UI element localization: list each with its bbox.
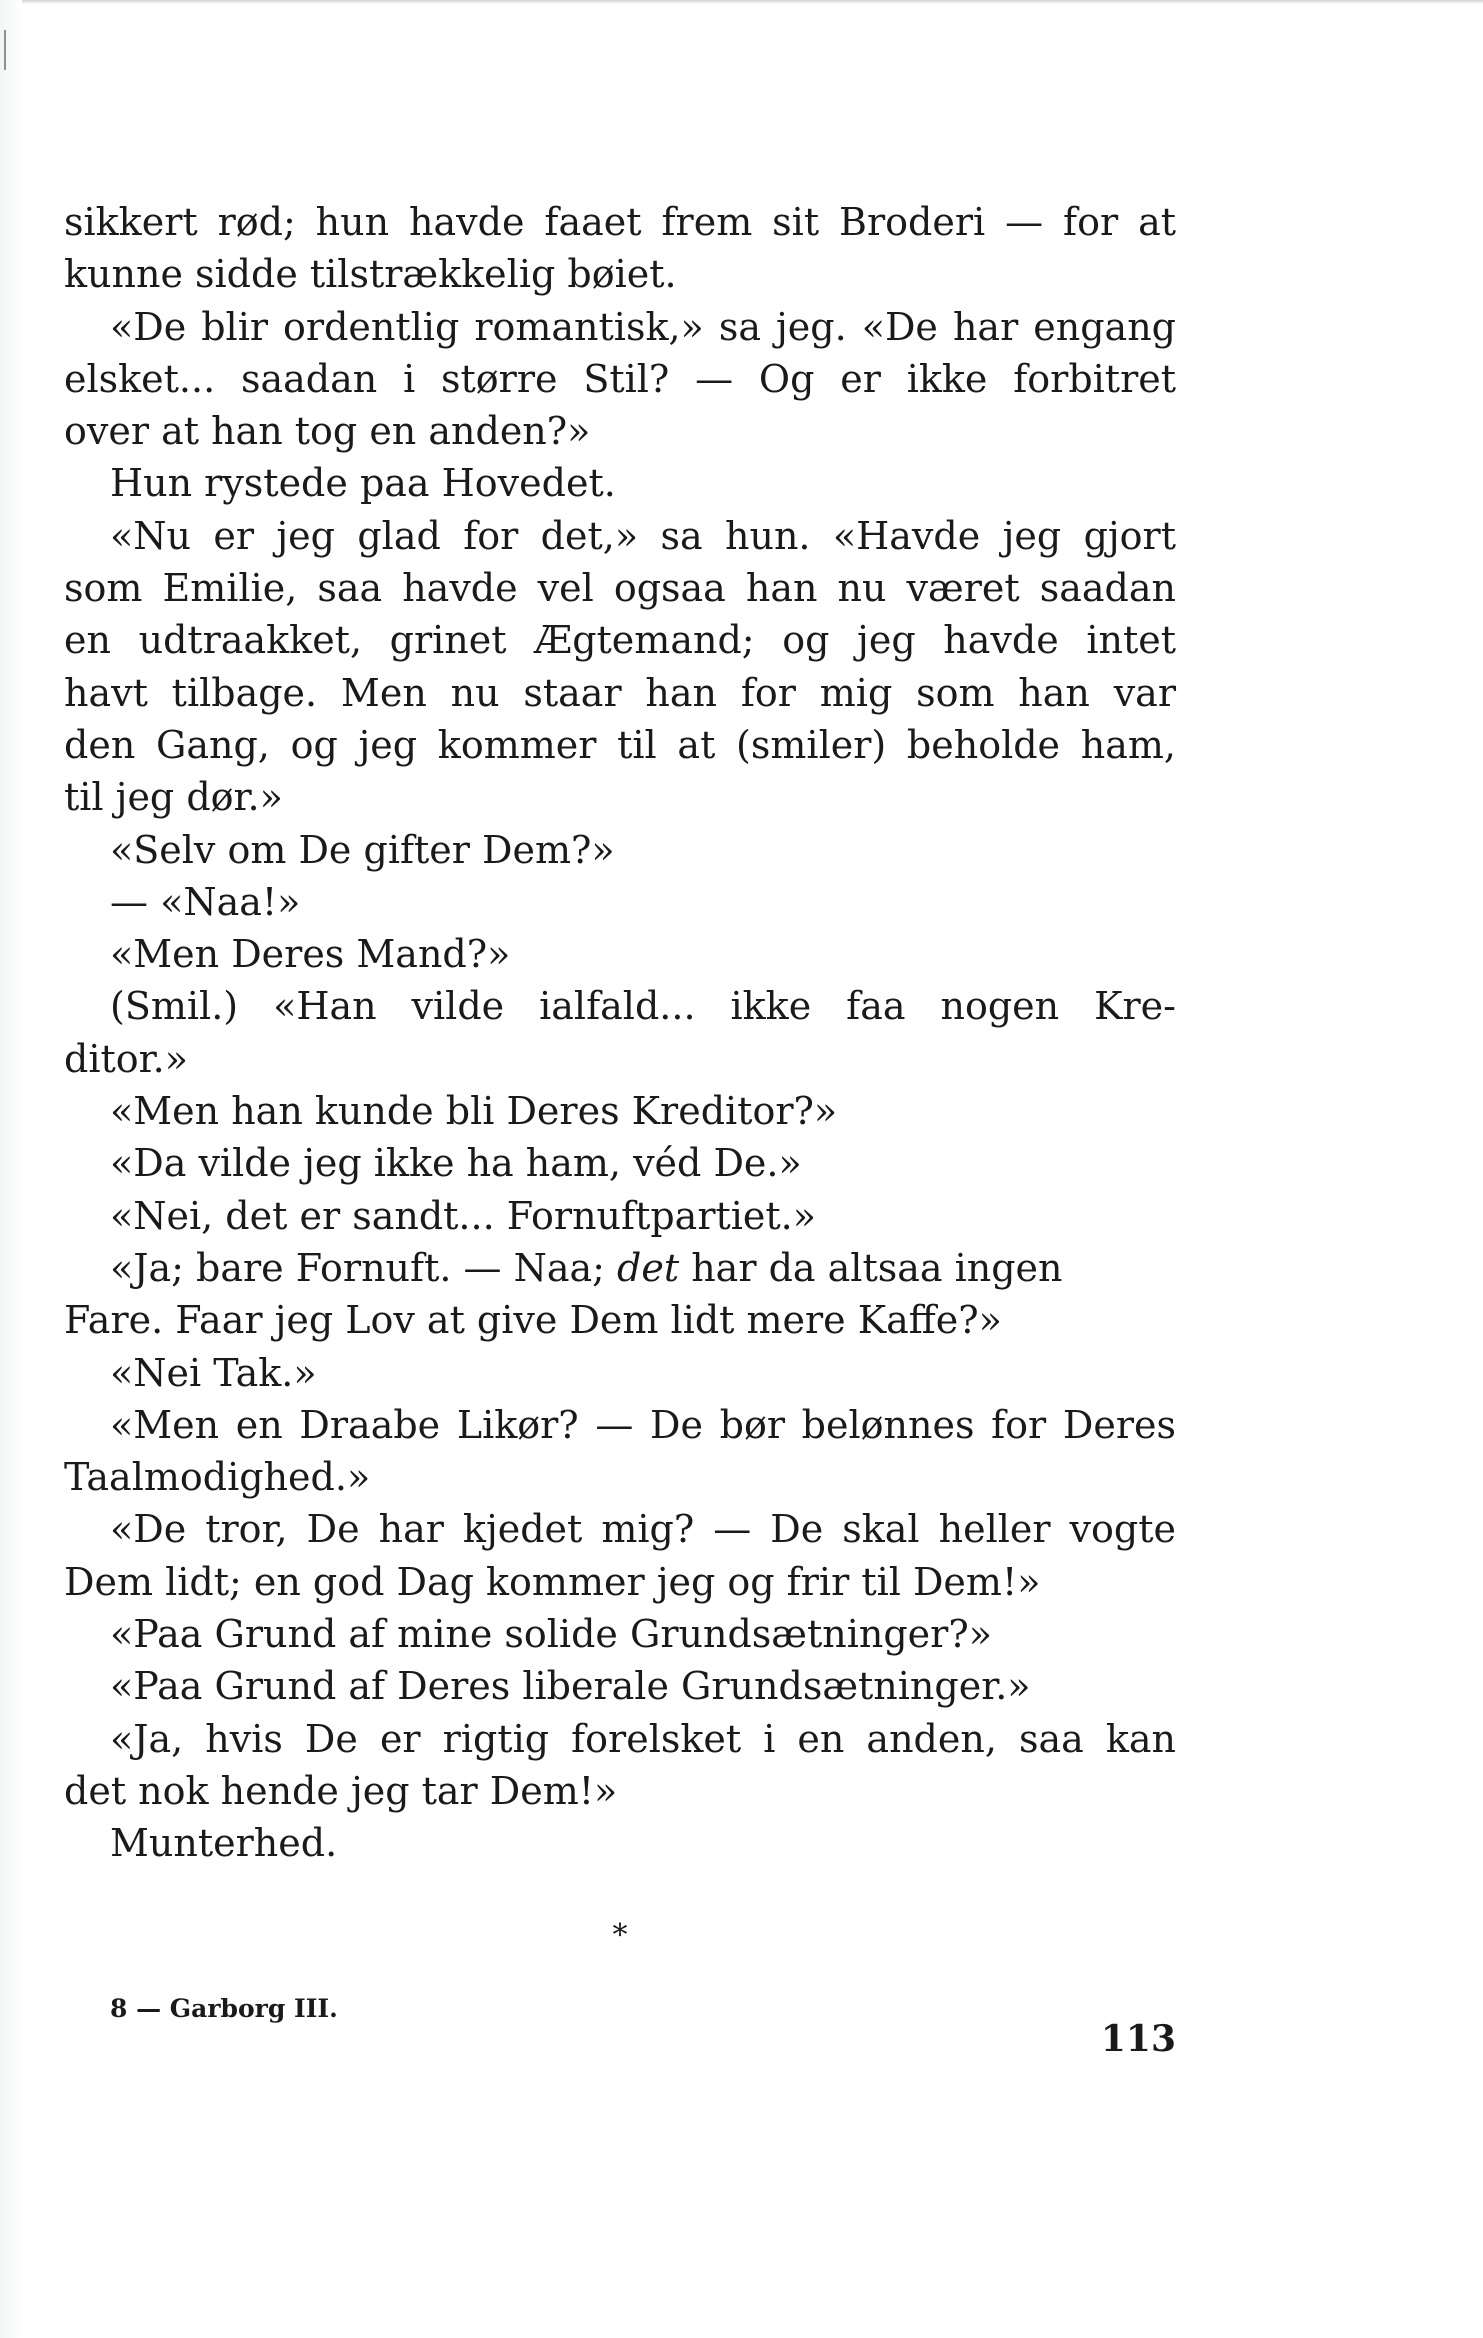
text-line: «Nei, det er sandt... Fornuftpartiet.» — [110, 1193, 817, 1238]
text-line: Munterhed. — [110, 1821, 338, 1866]
text-line: elsket... saadan i større Stil? — Og er ikke forbitret — [64, 356, 1176, 401]
text-line: det nok hende jeg tar Dem!» — [64, 1768, 618, 1813]
text-line: en udtraakket, grinet Ægtemand; og jeg havde intet — [64, 618, 1176, 663]
text-line: «De tror, De har kjedet mig? — De skal heller vogte — [110, 1507, 1176, 1552]
text-line-with-emphasis — [64, 1242, 1176, 1294]
text-line: (Smil.) «Han vilde ialfald... ikke faa nogen Kre- — [110, 984, 1176, 1029]
text-line: som Emilie, saa havde vel ogsaa han nu været saadan — [64, 566, 1176, 611]
text-line: «Men han kunde bli Deres Kreditor?» — [110, 1089, 838, 1134]
text-line: «Ja, hvis De er rigtig forelsket i en anden, saa kan — [110, 1716, 1176, 1761]
printer-signature: 8 — Garborg III. — [110, 1994, 338, 2023]
text-line: «Paa Grund af Deres liberale Grundsætninger.» — [110, 1664, 1031, 1709]
scan-edge-left — [0, 0, 22, 2338]
page-number: 113 — [1100, 2018, 1176, 2060]
text-line: «Selv om De gifter Dem?» — [110, 827, 615, 872]
text-line: «Nei Tak.» — [110, 1350, 317, 1395]
text-line: Fare. Faar jeg Lov at give Dem lidt mere Kaffe?» — [64, 1298, 1002, 1343]
text-line: «Da vilde jeg ikke ha ham, véd De.» — [110, 1141, 802, 1186]
text-line: kunne sidde tilstrækkelig bøiet. — [64, 252, 677, 297]
section-separator: * — [612, 1918, 628, 1953]
text-line: ditor.» — [64, 1036, 188, 1081]
emphasis-word: det — [617, 1245, 680, 1290]
text-line: Dem lidt; en god Dag kommer jeg og frir til Dem!» — [64, 1559, 1041, 1604]
text-segment: har da altsaa ingen — [679, 1245, 1063, 1290]
text-line: «Paa Grund af mine solide Grundsætninger?» — [110, 1612, 992, 1657]
scan-mark — [4, 30, 6, 70]
text-line: den Gang, og jeg kommer til at (smiler) beholde ham, — [64, 722, 1176, 767]
text-line: — «Naa!» — [110, 879, 301, 924]
text-line: til jeg dør.» — [64, 775, 283, 820]
text-line: havt tilbage. Men nu staar han for mig som han var — [64, 670, 1176, 715]
text-line: Hun rystede paa Hovedet. — [110, 461, 616, 506]
scan-edge-top — [0, 0, 1483, 4]
text-line: Taalmodighed.» — [64, 1455, 371, 1500]
text-line: «De blir ordentlig romantisk,» sa jeg. «De har engang — [110, 304, 1176, 349]
text-line: sikkert rød; hun havde faaet frem sit Broderi — for at — [64, 200, 1176, 244]
text-segment: «Ja; bare Fornuft. — Naa; — [110, 1245, 618, 1290]
text-line: «Men Deres Mand?» — [110, 932, 511, 977]
text-line: over at han tog en anden?» — [64, 409, 591, 454]
text-line: «Men en Draabe Likør? — De bør belønnes for Deres — [110, 1402, 1176, 1447]
text-line: «Nu er jeg glad for det,» sa hun. «Havde jeg gjort — [110, 513, 1176, 558]
body-text — [64, 196, 1176, 1870]
